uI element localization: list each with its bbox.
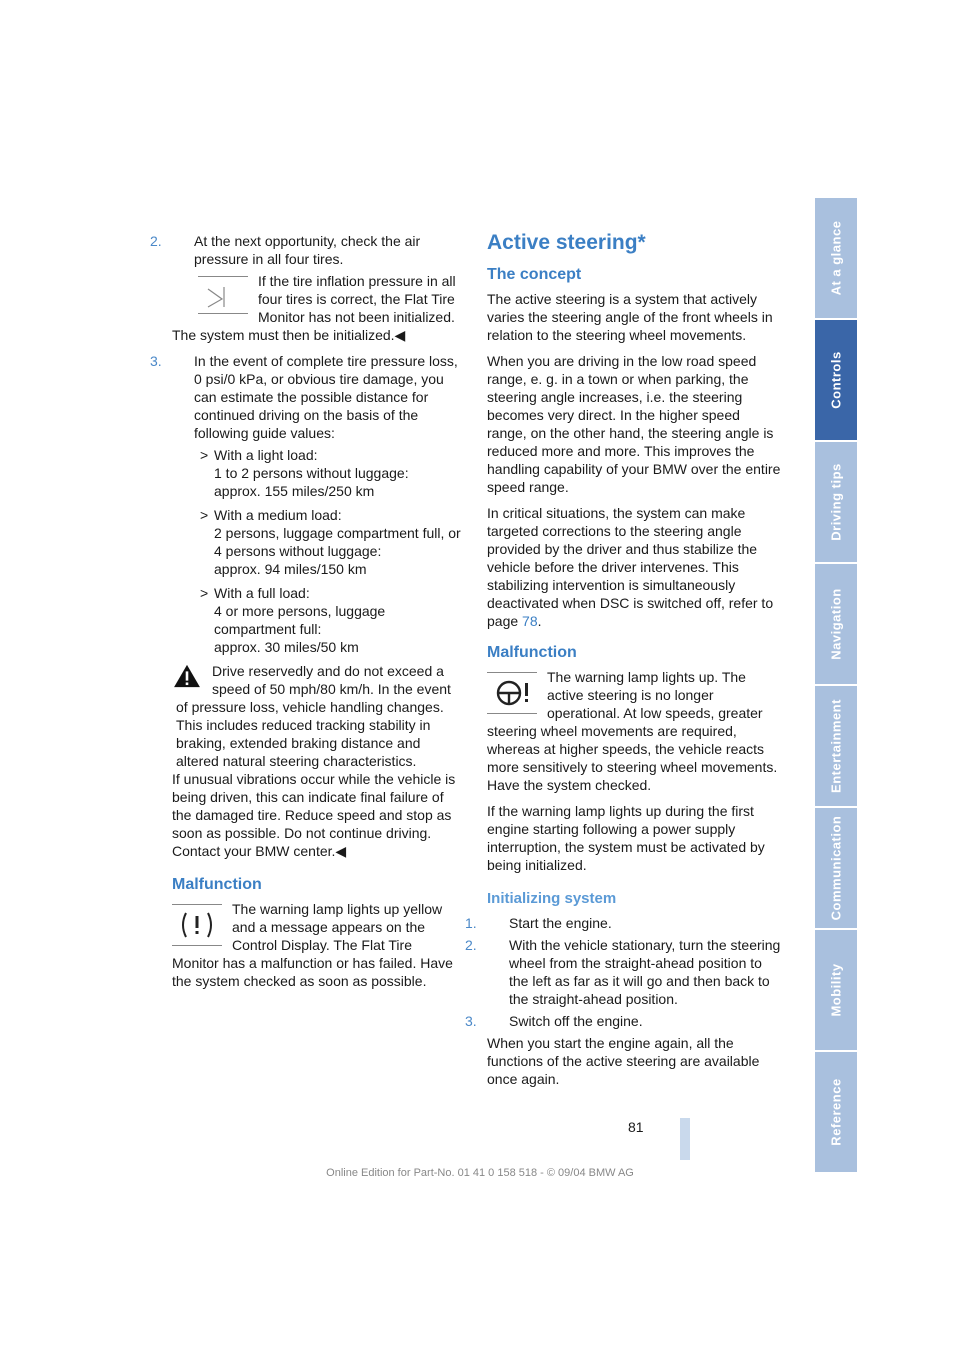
note-icon <box>198 276 248 314</box>
list-item <box>150 352 462 442</box>
tab-controls[interactable] <box>815 320 857 442</box>
list-item <box>465 936 783 1008</box>
tab-driving-tips[interactable] <box>815 442 857 564</box>
tab-mobility[interactable] <box>815 930 857 1052</box>
note-text: If the tire inflation pressure in all four tires is correct, the Flat Tire Monitor has not been initialized. The system must then be initialized.◀ <box>172 273 456 343</box>
chapter-tabs <box>815 198 857 1160</box>
tab-communication[interactable] <box>815 808 857 930</box>
tire-warning-lamp-icon <box>172 904 222 946</box>
sub-line: 2 persons, luggage compartment full, or 4 persons without luggage: <box>214 525 461 559</box>
sub-line: With a medium load: <box>214 507 342 523</box>
sub-item-full-load <box>172 584 462 656</box>
tab-label: Navigation <box>828 588 844 660</box>
page-number: 81 <box>628 1119 644 1135</box>
malfunction-block <box>487 668 783 794</box>
item-text: Switch off the engine. <box>509 1013 643 1029</box>
paragraph <box>487 504 783 630</box>
malfunction-text: The warning lamp lights up. The active steering is no longer operational. At low speeds, greater steering wheel movements are required, whereas at higher speeds, the vehicle reacts more sensitively to steering wheel movements. Have the system checked. <box>487 669 778 793</box>
left-column <box>150 232 462 990</box>
page-number-bar <box>680 1118 690 1160</box>
paragraph-text: In critical situations, the system can make targeted corrections to the steering angle provided by the driver and thus stabilize the vehicle before the driver intervenes. This stabilizing intervention is simultaneously deactivated when DSC is switched off, refer to page <box>487 505 774 629</box>
paragraph: The active steering is a system that actively varies the steering angle of the front wheels in relation to the steering wheel movements. <box>487 291 773 343</box>
paragraph: When you are driving in the low road speed range, e. g. in a town or when parking, the steering angle increases, i.e. the steering becomes very direct. In the higher speed range, on the other hand, the steering angle is reduced more and more. This improves the handling capability of your BMW over the entire speed range. <box>487 353 781 495</box>
item-number: 3. <box>150 353 162 369</box>
bullet-marker: > <box>200 507 209 523</box>
sub-line: 1 to 2 persons without luggage: <box>214 465 409 481</box>
paragraph: If the warning lamp lights up during the first engine starting following a power supply interruption, the system must be activated by being initialized. <box>487 803 765 873</box>
tab-reference[interactable] <box>815 1052 857 1174</box>
tab-label: At a glance <box>828 220 844 296</box>
sub-item-light-load <box>172 446 462 500</box>
warning-triangle-icon <box>172 664 202 688</box>
section-heading-malfunction: Malfunction <box>487 644 577 661</box>
tab-label: Reference <box>828 1078 844 1146</box>
sub-item-medium-load <box>172 506 462 578</box>
sub-line: With a light load: <box>214 447 318 463</box>
tab-label: Entertainment <box>828 699 844 793</box>
item-text: In the event of complete tire pressure loss, 0 psi/0 kPa, or obvious tire damage, you can estimate the possible distance for continued driving on the basis of the following guide values: <box>194 353 458 441</box>
paragraph-end: . <box>537 613 542 629</box>
note-block <box>172 272 462 344</box>
list-item <box>465 914 783 932</box>
item-text: Start the engine. <box>509 915 612 931</box>
sub-line: 4 or more persons, luggage compartment full: <box>214 603 386 637</box>
section-heading-concept: The concept <box>487 266 582 283</box>
item-text: At the next opportunity, check the air pressure in all four tires. <box>194 233 421 267</box>
bullet-marker: > <box>200 585 209 601</box>
section-heading-initializing: Initializing system <box>487 890 617 907</box>
warning-text-2: If unusual vibrations occur while the vehicle is being driven, this can indicate final failure of the damaged tire. Reduce speed and stop as soon as possible. Do not continue driving. Contact your BMW center.◀ <box>172 771 456 859</box>
paragraph: When you start the engine again, all the functions of the active steering are available once again. <box>487 1035 760 1087</box>
tab-label: Communication <box>828 815 844 921</box>
page-link[interactable]: 78 <box>522 613 538 629</box>
sub-line: approx. 30 miles/50 km <box>214 639 359 655</box>
steering-warning-lamp-icon <box>487 672 537 714</box>
bullet-marker: > <box>200 447 209 463</box>
sub-line: approx. 94 miles/150 km <box>214 561 367 577</box>
tab-navigation[interactable] <box>815 564 857 686</box>
item-text: With the vehicle stationary, turn the steering wheel from the straight-ahead position to the left as far as it will go and then back to the straight-ahead position. <box>509 937 781 1007</box>
tab-at-a-glance[interactable] <box>815 198 857 320</box>
warning-block <box>172 662 462 860</box>
sub-line: With a full load: <box>214 585 310 601</box>
item-number: 2. <box>150 233 162 249</box>
list-item <box>465 1012 783 1030</box>
tab-label: Controls <box>828 351 844 409</box>
malfunction-block <box>172 900 462 990</box>
sub-line: approx. 155 miles/250 km <box>214 483 375 499</box>
section-heading-malfunction: Malfunction <box>172 876 262 893</box>
malfunction-text: The warning lamp lights up yellow and a message appears on the Control Display. The Flat Tire Monitor has a malfunction or has failed. Have the system checked as soon as possible. <box>172 901 453 989</box>
tab-entertainment[interactable] <box>815 686 857 808</box>
footer-edition-note: Online Edition for Part-No. 01 41 0 158 518 - © 09/04 BMW AG <box>326 1167 634 1179</box>
tab-label: Mobility <box>828 963 844 1017</box>
warning-text: Drive reservedly and do not exceed a speed of 50 mph/80 km/h. In the event of pressure loss, vehicle handling changes. This includes reduced tracking stability in braking, extended braking distance and altered natural steering characteristics. <box>176 663 451 769</box>
tab-label: Driving tips <box>828 463 844 541</box>
right-column <box>465 231 783 1096</box>
page-title: Active steering* <box>487 231 646 254</box>
item-number: 1. <box>465 915 477 931</box>
item-number: 2. <box>465 937 477 953</box>
item-number: 3. <box>465 1013 477 1029</box>
list-item <box>150 232 462 268</box>
